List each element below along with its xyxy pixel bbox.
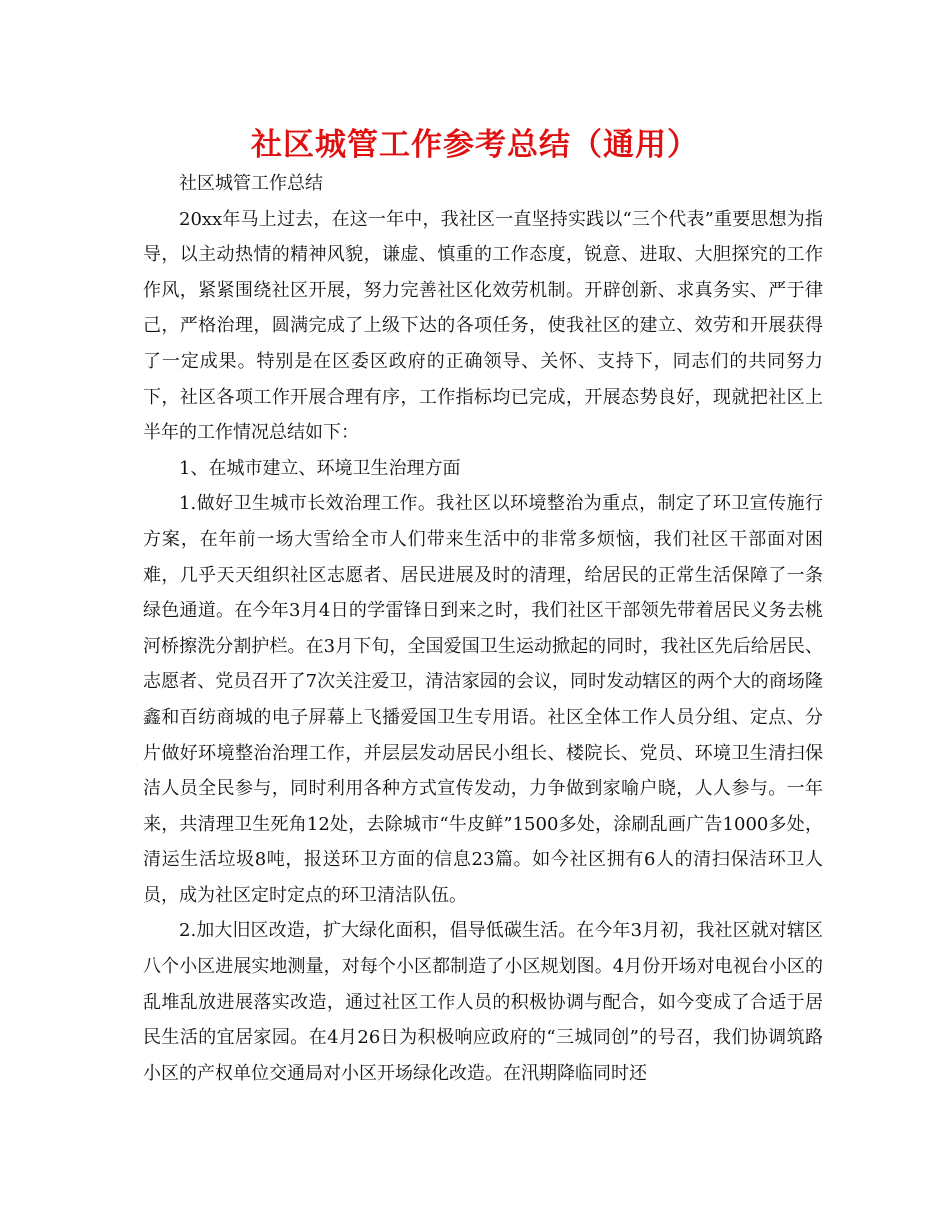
paragraph-item-2: 2.加大旧区改造，扩大绿化面积，倡导低碳生活。在今年3月初，我社区就对辖区八个小区进展实地测量，对每个小区都制造了小区规划图。4月份开场对电视台小区的乱堆乱放进展落实改造，通过社区工作人员的积极协调与配合，如今变成了合适于居民生活的宜居家园。在4月26日为积极响应政府的“三城同创”的号召，我们协调筑路小区的产权单位交通局对小区开场绿化改造。在汛期降临同时还	[143, 920, 823, 1084]
paragraph-intro: 20xx年马上过去，在这一年中，我社区一直坚持实践以“三个代表”重要思想为指导，以主动热情的精神风貌，谦虚、慎重的工作态度，锐意、进取、大胆探究的工作作风，紧紧围绕社区开展，努力完善社区化效劳机制。开辟创新、求真务实、严于律己，严格治理，圆满完成了上级下达的各项任务，使我社区的建立、效劳和开展获得了一定成果。特别是在区委区政府的正确领导、关怀、支持下，同志们的共同努力下，社区各项工作开展合理有序，工作指标均已完成，开展态势良好，现就把社区上半年的工作情况总结如下：	[143, 208, 823, 444]
document-title: 社区城管工作参考总结（通用）	[251, 127, 699, 163]
paragraph-section-heading: 1、在城市建立、环境卫生治理方面	[179, 457, 461, 479]
document-body	[143, 166, 823, 1091]
paragraph-heading: 社区城管工作总结	[179, 173, 323, 194]
paragraph-item-1: 1.做好卫生城市长效治理工作。我社区以环境整治为重点，制定了环卫宣传施行方案，在年前一场大雪给全市人们带来生活中的非常多烦恼，我们社区干部面对困难，几乎天天组织社区志愿者、居民进展及时的清理，给居民的正常生活保障了一条绿色通道。在今年3月4日的学雷锋日到来之时，我们社区干部领先带着居民义务去桃河桥擦洗分割护栏。在3月下旬，全国爱国卫生运动掀起的同时，我社区先后给居民、志愿者、党员召开了7次关注爱卫，清洁家园的会议，同时发动辖区的两个大的商场隆鑫和百纺商城的电子屏幕上飞播爱国卫生专用语。社区全体工作人员分组、定点、分片做好环境整治治理工作，并层层发动居民小组长、楼院长、党员、环境卫生清扫保洁人员全民参与，同时利用各种方式宣传发动，力争做到家喻户晓，人人参与。一年来，共清理卫生死角12处，去除城市“牛皮鲜”1500多处，涂刷乱画广告1000多处，清运生活垃圾8吨，报送环卫方面的信息23篇。如今社区拥有6人的清扫保洁环卫人员，成为社区定时定点的环卫清洁队伍。	[143, 493, 823, 906]
